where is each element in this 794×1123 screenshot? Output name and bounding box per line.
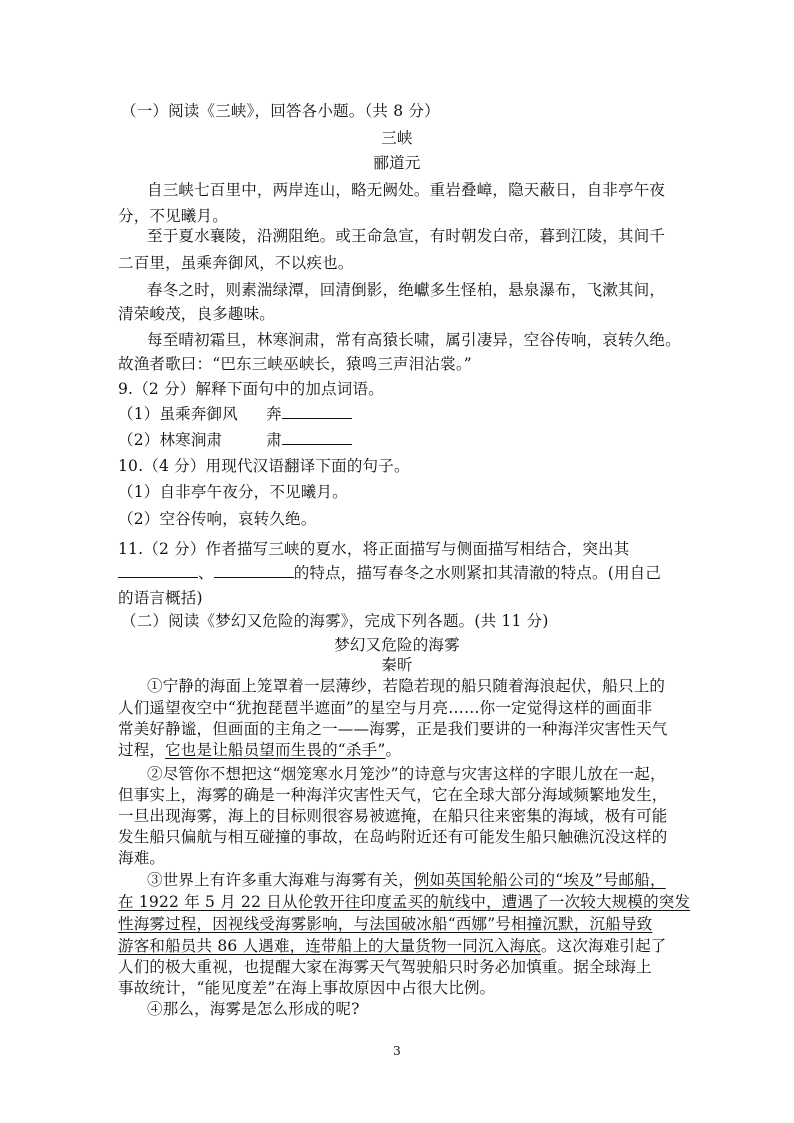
section2-author: 秦昕 xyxy=(381,656,413,674)
passage2-p3-underlined-line: 性海雾过程，因视线受海雾影响，与法国破冰船“西娜”号相撞沉默，沉船导致 xyxy=(118,915,653,933)
passage2-p1-line: 常美好静谧，但画面的主角之一——海雾，正是我们要讲的一种海洋灾害性天气 xyxy=(118,720,668,738)
q9-item1-word: 奔 xyxy=(265,405,282,423)
question-9-item-2 xyxy=(118,430,352,450)
section2-heading: （二）阅读《梦幻又危险的海雾》，完成下列各题。(共 11 分) xyxy=(121,612,549,630)
passage1-line: 春冬之时，则素湍绿潭，回清倒影，绝巘多生怪柏，悬泉瀑布，飞漱其间， xyxy=(147,281,666,299)
passage2-p3-line-1 xyxy=(147,870,666,890)
q11-separator: 、 xyxy=(198,564,214,582)
answer-blank[interactable] xyxy=(118,576,198,578)
question-11-line-1: 11.（2 分）作者描写三峡的夏水，将正面描写与侧面描写相结合，突出其 xyxy=(118,540,630,558)
passage1-line: 故渔者歌曰：“巴东三峡巫峡长，猿鸣三声泪沾裳。” xyxy=(118,355,472,373)
p3-text: 。这次海难引起了 xyxy=(540,937,667,955)
p3-underlined-text: 游客和船员共 86 人遇难，连带船上的大量货物一同沉入海底 xyxy=(118,937,541,955)
q9-item2-sentence: （2）林寒涧肃 xyxy=(118,431,223,449)
section1-author: 郦道元 xyxy=(373,154,421,172)
passage2-p1-line: ①宁静的海面上笼罩着一层薄纱，若隐若现的船只随着海浪起伏，船只上的 xyxy=(147,677,666,695)
question-11-line-2 xyxy=(118,563,661,583)
passage2-p1-line: 人们遥望夜空中“犹抱琵琶半遮面”的星空与月亮……你一定觉得这样的画面非 xyxy=(118,699,653,717)
question-10-item-2: （2）空谷传响，哀转久绝。 xyxy=(118,510,317,528)
answer-blank[interactable] xyxy=(282,443,352,445)
q9-item1-sentence: （1）虽乘奔御风 xyxy=(118,405,238,423)
passage1-line: 至于夏水襄陵，沿溯阻绝。或王命急宣，有时朝发白帝，暮到江陵，其间千 xyxy=(147,227,666,245)
passage2-p2-line: 但事实上，海雾的确是一种海洋灾害性天气，它在全球大部分海域频繁地发生， xyxy=(118,786,668,804)
passage2-p3-line: 人们的极大重视，也提醒大家在海雾天气驾驶船只时务必加慎重。据全球海上 xyxy=(118,958,652,976)
passage2-p3-line-mixed xyxy=(118,936,667,956)
passage1-line: 清荣峻茂，良多趣味。 xyxy=(118,305,276,323)
passage2-p2-line: ②尽管你不想把这“烟笼寒水月笼沙”的诗意与灾害这样的字眼儿放在一起， xyxy=(147,765,666,783)
passage2-p2-line: 海难。 xyxy=(118,849,166,867)
question-10-stem: 10.（4 分）用现代汉语翻译下面的句子。 xyxy=(118,457,410,475)
passage1-line: 二百里，虽乘奔御风，不以疾也。 xyxy=(118,254,354,272)
p1-text: 过程， xyxy=(118,741,166,759)
passage1-line: 自三峡七百里中，两岸连山，略无阙处。重岩叠嶂，隐天蔽日，自非亭午夜 xyxy=(147,181,666,199)
passage2-p2-line: 发生船只偏航与相互碰撞的事故，在岛屿附近还有可能发生船只触礁沉没这样的 xyxy=(118,828,668,846)
section1-heading: （一）阅读《三峡》，回答各小题。（共 8 分） xyxy=(121,102,440,120)
section1-title: 三峡 xyxy=(381,129,413,147)
answer-blank[interactable] xyxy=(282,417,352,419)
q9-item2-word: 肃 xyxy=(266,431,282,449)
question-10-item-1: （1）自非亭午夜分，不见曦月。 xyxy=(118,483,348,501)
question-9-item-1 xyxy=(118,404,352,424)
passage2-p2-line: 一旦出现海雾，海上的目标则很容易被遮掩，在船只往来密集的海域，极有可能 xyxy=(118,807,668,825)
page-number: 3 xyxy=(393,1044,401,1058)
question-11-line-3: 的语言概括) xyxy=(118,589,203,607)
passage1-line: 每至晴初霜旦，林寒涧肃，常有高猿长啸，属引凄异，空谷传响，哀转久绝。 xyxy=(147,331,681,349)
passage2-p3-underlined-line: 在 1922 年 5 月 22 日从伦敦开往印度孟买的航线中，遭遇了一次较大规模的突发 xyxy=(118,893,691,911)
passage2-p3-line: 事故统计，“能见度差”在海上事故原因中占很大比例。 xyxy=(118,979,496,997)
question-9-stem: 9.（2 分）解释下面句中的加点词语。 xyxy=(118,380,384,398)
q11-line2-tail: 的特点，描写春冬之水则紧扣其清澈的特点。(用自己 xyxy=(293,564,662,582)
answer-blank[interactable] xyxy=(214,576,294,578)
passage1-line: 分，不见曦月。 xyxy=(118,207,228,225)
p3-text: ③世界上有许多重大海难与海雾有关， xyxy=(147,871,414,889)
p1-text-end: 。 xyxy=(385,741,402,759)
p1-underlined-text: 它也是让船员望而生畏的“杀手” xyxy=(165,741,386,759)
p3-underlined-text: 例如英国轮船公司的“埃及”号邮船， xyxy=(413,871,666,889)
section2-title: 梦幻又危险的海雾 xyxy=(334,636,460,654)
passage2-p4: ④那么，海雾是怎么形成的呢? xyxy=(147,1000,360,1018)
passage2-p1-line-last xyxy=(118,740,401,760)
